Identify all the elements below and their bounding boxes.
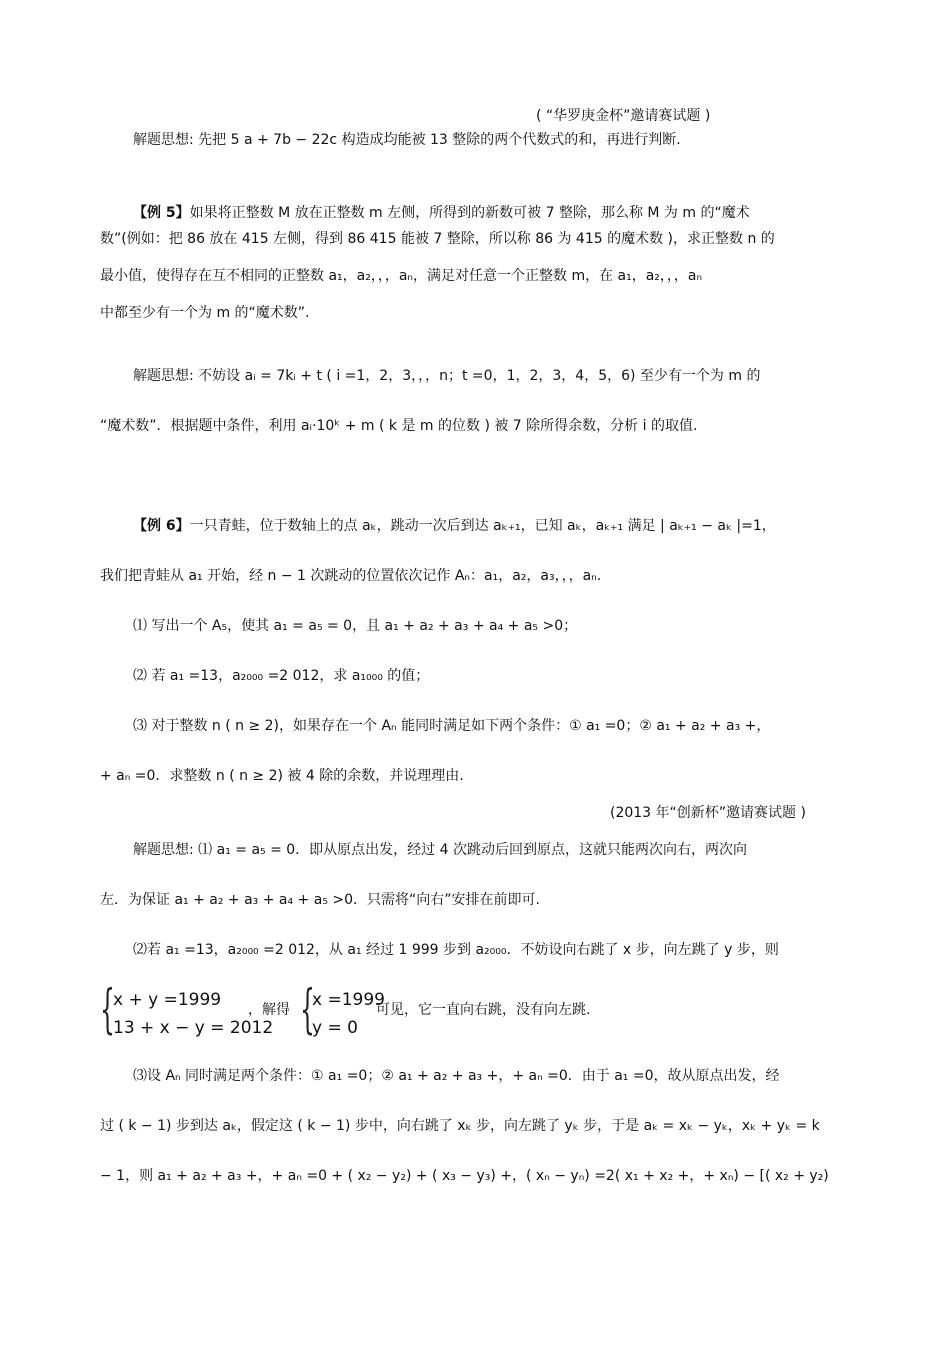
left-brace-1: { bbox=[100, 980, 115, 1040]
source-note-1: ( “华罗庚金杯”邀请赛试题 ) bbox=[536, 108, 711, 124]
solution-part-3: ⑶设 Aₙ 同时满足两个条件：① a₁ =0；② a₁ + a₂ + a₃ +，+ aₙ =0．由于 a₁ =0，故从原点出发，经 bbox=[133, 1068, 780, 1084]
question-2: ⑵ 若 a₁ =13，a₂₀₀₀ =2 012，求 a₁₀₀₀ 的值； bbox=[133, 668, 430, 684]
solve-word: ，解得 bbox=[248, 1002, 290, 1018]
solution-part-1: 解题思想: ⑴ a₁ = a₅ = 0．即从原点出发，经过 4 次跳动后回到原点，这就只能两次向右，两次向 bbox=[133, 842, 747, 858]
system-2-eq-1: x =1999 bbox=[312, 990, 385, 1010]
solution-part-3-line-2: 过 ( k − 1) 步到达 aₖ，假定这 ( k − 1) 步中，向右跳了 xₖ 步，向左跳了 yₖ 步，于是 aₖ = xₖ − yₖ，xₖ + yₖ = k bbox=[100, 1118, 820, 1134]
example-5-text: 如果将正整数 M 放在正整数 m 左侧，所得到的新数可被 7 整除，那么称 M 为 m 的“魔术 bbox=[189, 205, 750, 221]
solution-part-1-line-2: 左．为保证 a₁ + a₂ + a₃ + a₄ + a₅ >0．只需将“向右”安排在前即可. bbox=[100, 892, 540, 908]
example-5-line-3: 最小值，使得存在互不相同的正整数 a₁，a₂，，，aₙ，满足对任意一个正整数 m，在 a₁，a₂，，，aₙ bbox=[100, 268, 703, 284]
question-1: ⑴ 写出一个 A₅，使其 a₁ = a₅ = 0，且 a₁ + a₂ + a₃ + a₄ + a₅ >0； bbox=[133, 618, 578, 634]
example-6-text: 一只青蛙，位于数轴上的点 aₖ，跳动一次后到达 aₖ₊₁，已知 aₖ，aₖ₊₁ 满足 | aₖ₊₁ − aₖ |=1， bbox=[189, 518, 776, 534]
question-3: ⑶ 对于整数 n ( n ≥ 2)，如果存在一个 Aₙ 能同时满足如下两个条件：① a₁ =0；② a₁ + a₂ + a₃ +， bbox=[133, 718, 771, 734]
solution-hint-2: 解题思想: 不妨设 aᵢ = 7kᵢ + t ( i =1，2，3，，，n；t =0，1，2，3，4，5，6) 至少有一个为 m 的 bbox=[133, 368, 761, 384]
solution-hint-2-line-2: “魔术数”．根据题中条件，利用 aᵢ·10ᵏ + m ( k 是 m 的位数 ) 被 7 除所得余数，分析 i 的取值. bbox=[100, 418, 698, 434]
example-6-title bbox=[133, 516, 776, 536]
source-note-2: (2013 年“创新杯”邀请赛试题 ) bbox=[610, 805, 806, 821]
example-6-label: 【例 6】 bbox=[133, 518, 190, 534]
solution-part-2: ⑵若 a₁ =13，a₂₀₀₀ =2 012，从 a₁ 经过 1 999 步到 a₂₀₀₀．不妨设向右跳了 x 步，向左跳了 y 步，则 bbox=[133, 942, 779, 958]
solution-hint-1: 解题思想: 先把 5 a + 7b − 22c 构造成均能被 13 整除的两个代数式的和，再进行判断. bbox=[133, 132, 681, 148]
question-3-line-2: + aₙ =0．求整数 n ( n ≥ 2) 被 4 除的余数，并说理理由. bbox=[100, 768, 464, 784]
system-1-eq-1: x + y =1999 bbox=[113, 990, 222, 1010]
solution-part-3-line-3: − 1，则 a₁ + a₂ + a₃ +，+ aₙ =0 + ( x₂ − y₂) + ( x₃ − y₃) +，( xₙ − yₙ) =2( x₁ + x₂ +，+ xₙ) − [( x₂ + y₂) bbox=[100, 1168, 829, 1184]
solution-part-2-conclusion: 可见，它一直向右跳，没有向左跳. bbox=[376, 1002, 591, 1018]
example-5-title bbox=[133, 203, 750, 223]
example-5-line-4: 中都至少有一个为 m 的“魔术数”. bbox=[100, 305, 310, 321]
system-2-eq-2: y = 0 bbox=[312, 1018, 358, 1038]
example-5-label: 【例 5】 bbox=[133, 205, 190, 221]
example-5-line-2: 数”(例如：把 86 放在 415 左侧，得到 86 415 能被 7 整除，所以称 86 为 415 的魔术数 )，求正整数 n 的 bbox=[100, 231, 775, 247]
left-brace-2: { bbox=[300, 980, 315, 1040]
example-6-line-2: 我们把青蛙从 a₁ 开始，经 n − 1 次跳动的位置依次记作 Aₙ：a₁，a₂，a₃，，，aₙ. bbox=[100, 568, 602, 584]
system-1-eq-2: 13 + x − y = 2012 bbox=[113, 1018, 274, 1038]
